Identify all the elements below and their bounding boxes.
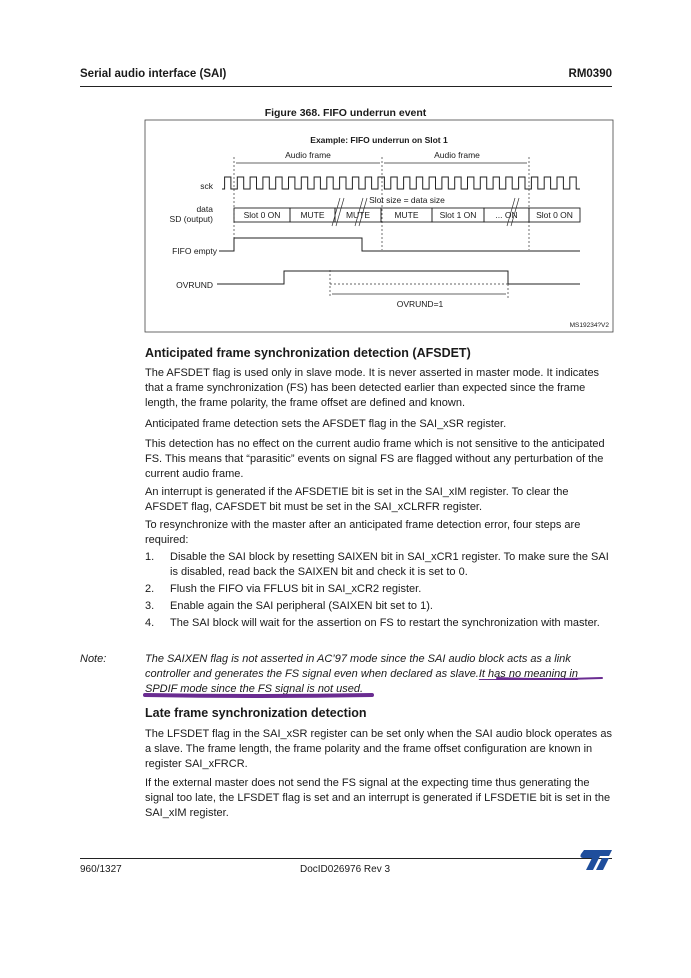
lfsdet-heading: Late frame synchronization detection [145, 706, 367, 720]
step-text: Enable again the SAI peripheral (SAIXEN bit set to 1). [170, 600, 433, 612]
sck-label: sck [200, 181, 213, 191]
footer-page-number: 960/1327 [80, 864, 122, 875]
lfsdet-para-1: The LFSDET flag in the SAI_xSR register can be set only when the SAI audio block operates as a slave. The frame length, the frame polarity and the frame offset configuration are known in register SAI_xFRCR. [145, 728, 612, 770]
step-text: Disable the SAI block by resetting SAIXEN bit in SAI_xCR1 register. To make sure the SAI is disabled, read back the SAIXEN bit and check it is set to 0. [170, 551, 609, 578]
slot-size-label: Slot size = data size [369, 195, 445, 205]
slot-label: Slot 0 ON [536, 210, 573, 220]
audio-frame-label-1: Audio frame [285, 150, 331, 160]
data-label-2: SD (output) [169, 214, 213, 224]
afsdet-heading: Anticipated frame synchronization detection (AFSDET) [145, 346, 471, 360]
slot-label: MUTE [345, 210, 371, 220]
ovrund-label: OVRUND [176, 280, 213, 290]
footer-doc-id: DocID026976 Rev 3 [300, 864, 391, 875]
lfsdet-para-2: If the external master does not send the FS signal at the expecting time thus generating the signal too late, the LFSDET flag is set and an interrupt is generated if LFSDETIE bit is set in the SAI_xIM register. [145, 777, 611, 819]
figure-title: Figure 368. FIFO underrun event [264, 107, 427, 119]
step-text: Flush the FIFO via FFLUS bit in SAI_xCR2 register. [170, 583, 422, 595]
slot-label: ... ON [495, 210, 518, 220]
st-logo-icon [578, 848, 614, 872]
slot-label: MUTE [394, 210, 419, 220]
step-number: 3. [145, 600, 155, 612]
figure-code: MS19234?V2 [569, 322, 609, 329]
note-highlight: It has no meaning in SPDIF mode since the FS signal is not used. [145, 668, 578, 695]
afsdet-para-4: An interrupt is generated if the AFSDETIE bit is set in the SAI_xIM register. To clear the AFSDET flag, CAFSDET bit must be set in the SAI_xCLRFR register. [145, 486, 569, 513]
afsdet-para-3: This detection has no effect on the current audio frame which is not sensitive to the anticipated FS. This means that “parasitic” events on signal FS are flagged without any perturbation of the current audio frame. [145, 438, 605, 480]
step-text: The SAI block will wait for the assertion on FS to restart the synchronization with master. [170, 617, 600, 629]
afsdet-para-1: The AFSDET flag is used only in slave mode. It is never asserted in master mode. It indicates that a frame synchronization (FS) has been detected earlier than expected since the frame length, the frame polarity, the frame offset are defined and known. [145, 367, 600, 409]
afsdet-para-2: Anticipated frame detection sets the AFSDET flag in the SAI_xSR register. [145, 418, 507, 430]
afsdet-para-5: To resynchronize with the master after an anticipated frame detection error, four steps are required: [145, 519, 581, 546]
data-label-1: data [196, 204, 213, 214]
fifo-empty-label: FIFO empty [172, 246, 217, 256]
step-number: 2. [145, 583, 155, 595]
step-number: 4. [145, 617, 155, 629]
diagram-subtitle: Example: FIFO underrun on Slot 1 [310, 135, 448, 145]
note-text: The SAIXEN flag is not asserted in AC’97 mode since the SAI audio block acts as a link controller and generates the FS signal even when declared as slave.It has no meaning in SPDIF mode since the FS signal is not used. [145, 653, 578, 695]
header-doc-code: RM0390 [568, 68, 612, 80]
audio-frame-label-2: Audio frame [434, 150, 480, 160]
note-label: Note: [80, 653, 107, 665]
slot-label: Slot 1 ON [439, 210, 477, 220]
slot-label: MUTE [300, 210, 325, 220]
step-number: 1. [145, 551, 155, 563]
slot-label: Slot 0 ON [243, 210, 281, 220]
header-section-title: Serial audio interface (SAI) [80, 68, 227, 80]
ovrund-eq-label: OVRUND=1 [396, 299, 444, 309]
footer-rule [80, 858, 612, 859]
